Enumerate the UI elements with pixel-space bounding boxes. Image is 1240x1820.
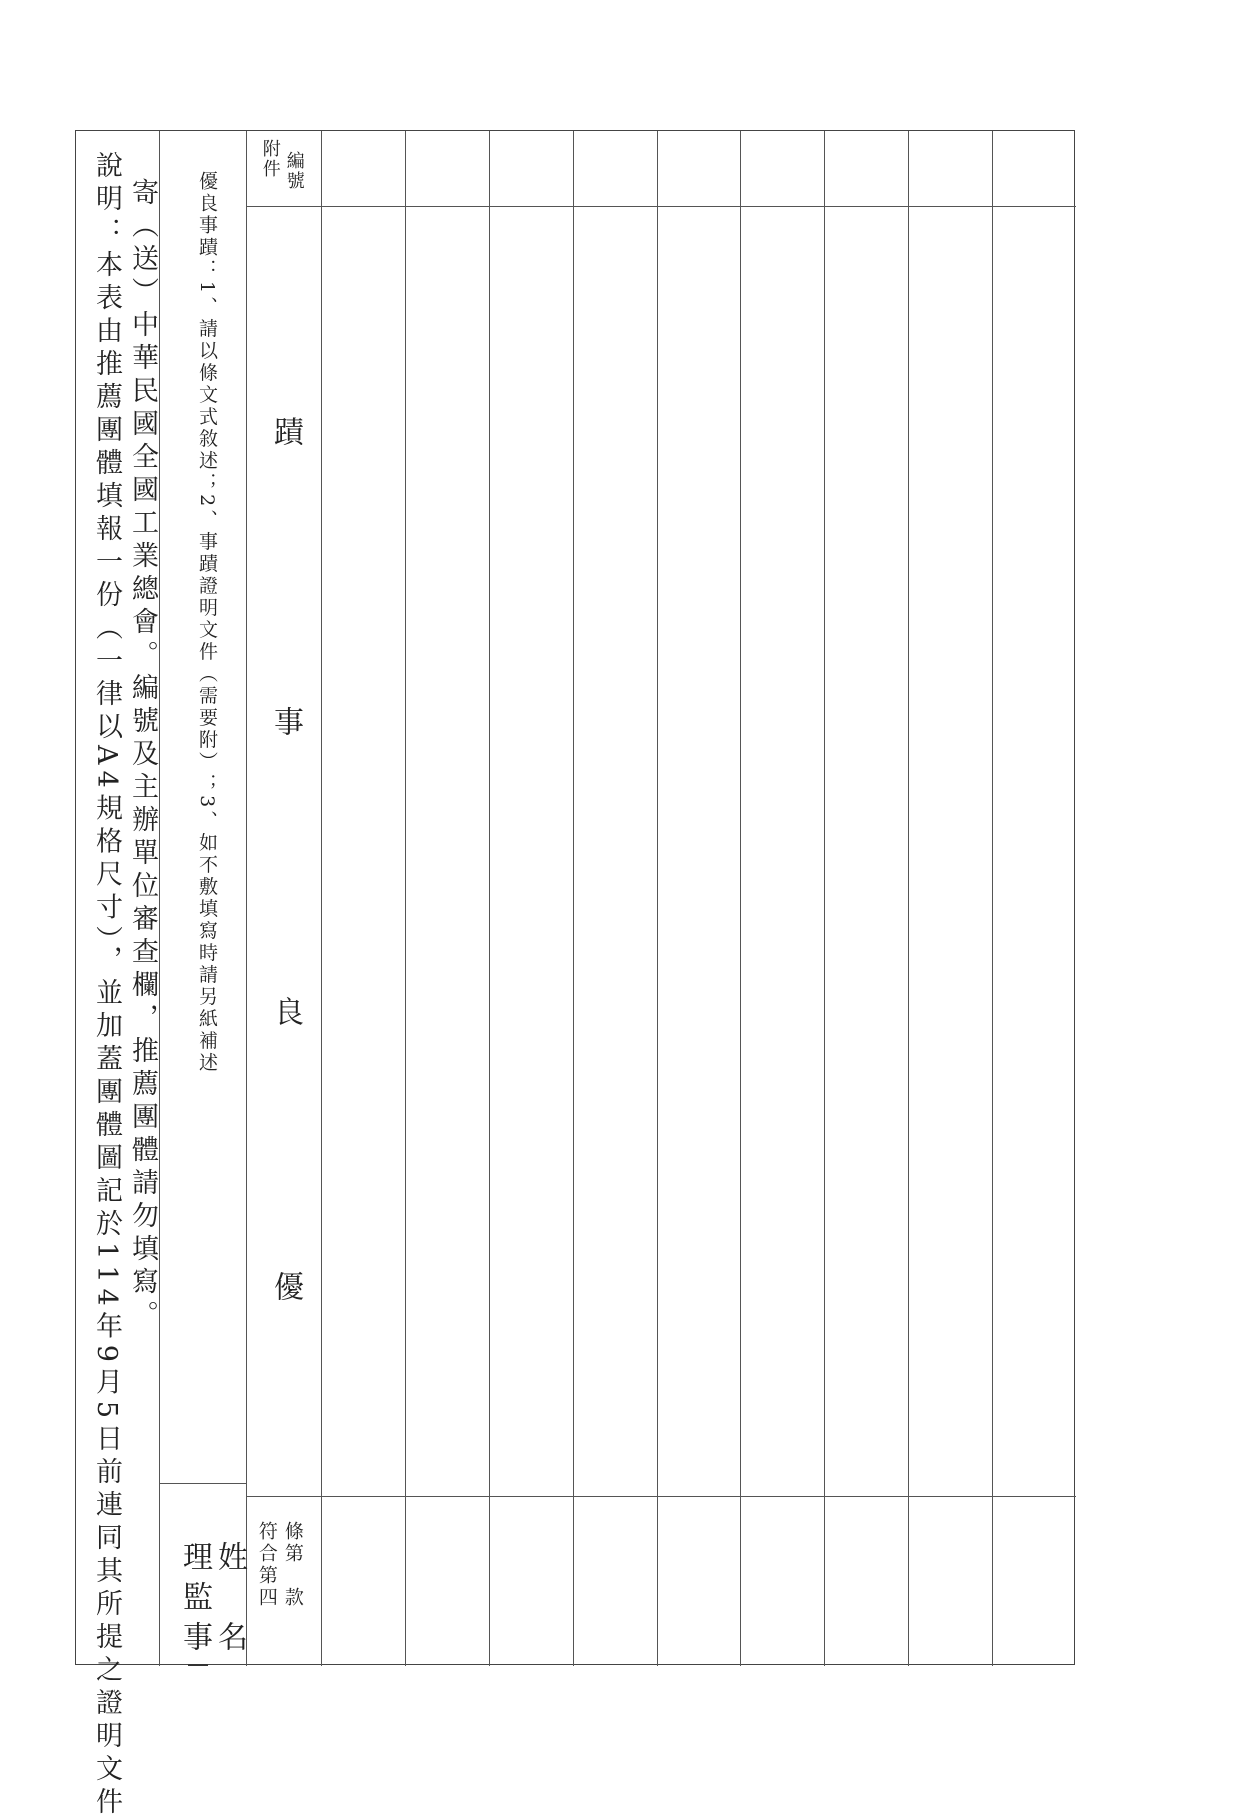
note-column-divider: [159, 131, 160, 1666]
header-column-divider: [246, 131, 247, 1666]
instructions-line-2: 寄（送）中華民國全國工業總會。編號及主辦單位審查欄，推薦團體請勿填寫。: [127, 178, 158, 1333]
entry-row[interactable]: [657, 131, 741, 1666]
entry-row[interactable]: [992, 131, 1076, 1666]
article-label-2: [282, 1521, 303, 1609]
deeds-char-2: 良: [268, 996, 303, 1026]
entry-row[interactable]: [405, 131, 489, 1666]
margin-mark: [188, 1664, 208, 1666]
name-label-2: [207, 1541, 251, 1661]
article-label-line-2: 條第 款: [281, 1521, 304, 1609]
attachment-label: [260, 139, 280, 179]
deeds-hint-text: 優良事蹟：1、請以條文式敘述；2、事蹟證明文件（需要附）；3、如不敷填寫時請另紙補述: [196, 171, 218, 1075]
attachment-label-line-1: 附件: [259, 139, 281, 179]
deeds-char-4: 蹟: [268, 416, 303, 446]
name-label-line-2: 姓 名: [212, 1541, 247, 1661]
article-label: [256, 1521, 277, 1609]
name-cell-divider: [159, 1483, 246, 1484]
instructions-line-1: 說明：本表由推薦團體填報一份（一律以A4規格尺寸），並加蓋團體圖記於114年9月5日前連同其所提之證明文件: [91, 151, 122, 1820]
entry-row[interactable]: [321, 131, 405, 1666]
entry-row[interactable]: [489, 131, 573, 1666]
name-label-line-1: 理監事: [177, 1541, 212, 1661]
entry-row[interactable]: [740, 131, 824, 1666]
deeds-char-1: 優: [268, 1271, 303, 1301]
entry-row[interactable]: [908, 131, 992, 1666]
deeds-char-3: 事: [268, 706, 303, 736]
entry-row[interactable]: [573, 131, 657, 1666]
attachment-label-2: [284, 151, 304, 191]
entry-row[interactable]: [824, 131, 908, 1666]
nomination-form-table: [75, 130, 1075, 1820]
article-label-line-1: 符合第四: [255, 1521, 278, 1609]
attachment-label-line-2: 編號: [283, 151, 305, 191]
